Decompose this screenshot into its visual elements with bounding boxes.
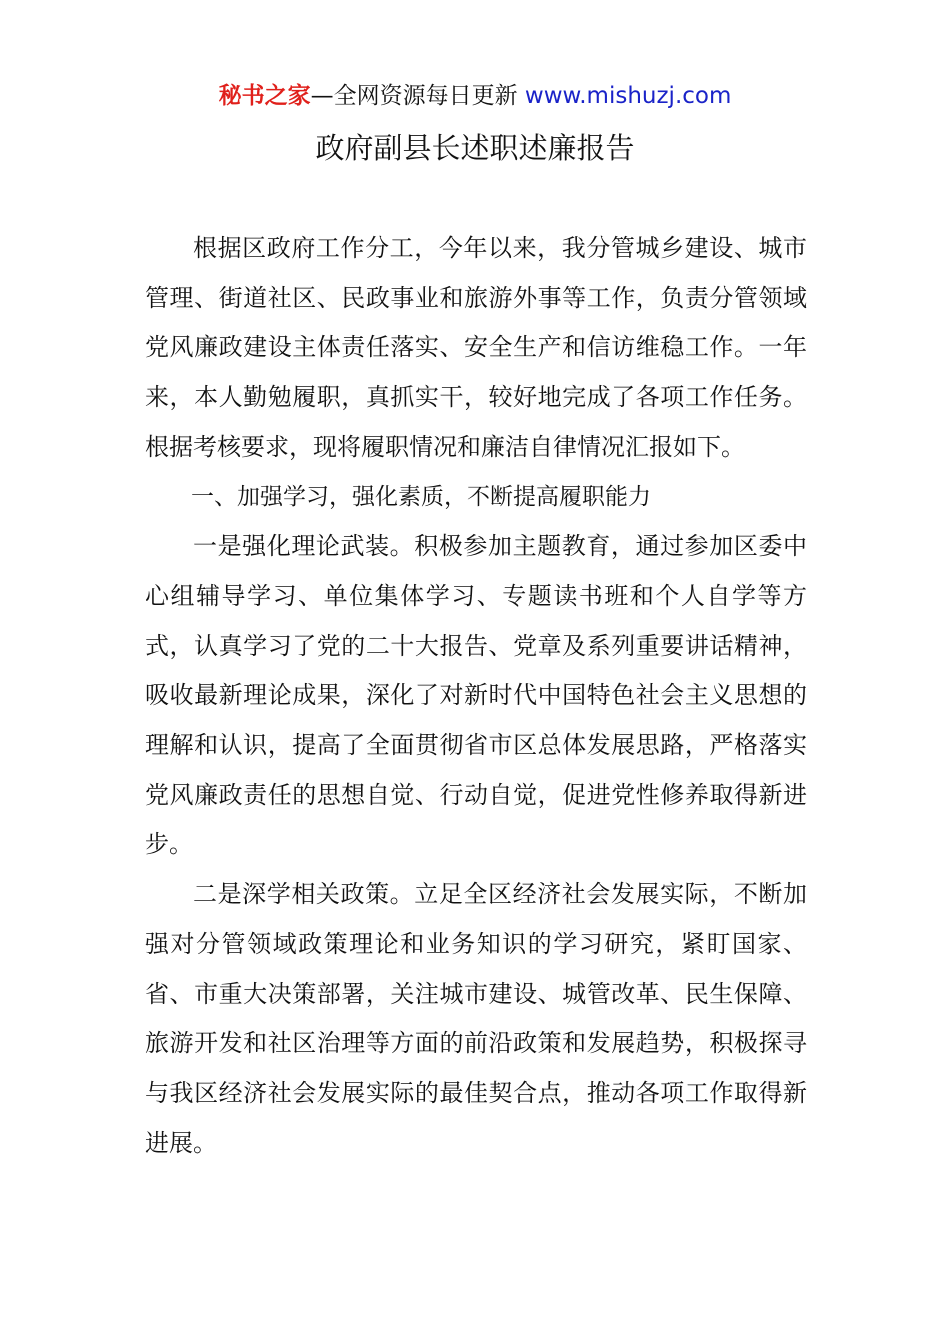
- document-body: [145, 224, 807, 1168]
- section-heading: 一、加强学习，强化素质，不断提高履职能力: [191, 483, 651, 510]
- document-title: 政府副县长述职述廉报告: [315, 131, 635, 165]
- site-url-link[interactable]: www.mishuzj.com: [524, 83, 732, 109]
- intro-paragraph: 根据区政府工作分工，今年以来，我分管城乡建设、城市管理、街道社区、民政事业和旅游外事等工作，负责分管领域党风廉政建设主体责任落实、安全生产和信访维稳工作。一年来，本人勤勉履职，真抓实干，较好地完成了各项工作任务。根据考核要求，现将履职情况和廉洁自律情况汇报如下。: [145, 234, 807, 461]
- site-brand: 秘书之家: [218, 83, 311, 109]
- body-paragraph-theory: 一是强化理论武装。积极参加主题教育，通过参加区委中心组辅导学习、单位集体学习、专题读书班和个人自学等方式，认真学习了党的二十大报告、党章及系列重要讲话精神，吸收最新理论成果，深化了对新时代中国特色社会主义思想的理解和认识，提高了全面贯彻省市区总体发展思路，严格落实党风廉政责任的思想自觉、行动自觉，促进党性修养取得新进步。: [145, 532, 807, 859]
- site-header: [0, 80, 950, 112]
- site-tagline: —全网资源每日更新: [310, 83, 525, 109]
- body-paragraph-policy: 二是深学相关政策。立足全区经济社会发展实际，不断加强对分管领域政策理论和业务知识的学习研究，紧盯国家、省、市重大决策部署，关注城市建设、城管改革、民生保障、旅游开发和社区治理等方面的前沿政策和发展趋势，积极探寻与我区经济社会发展实际的最佳契合点，推动各项工作取得新进展。: [145, 880, 807, 1157]
